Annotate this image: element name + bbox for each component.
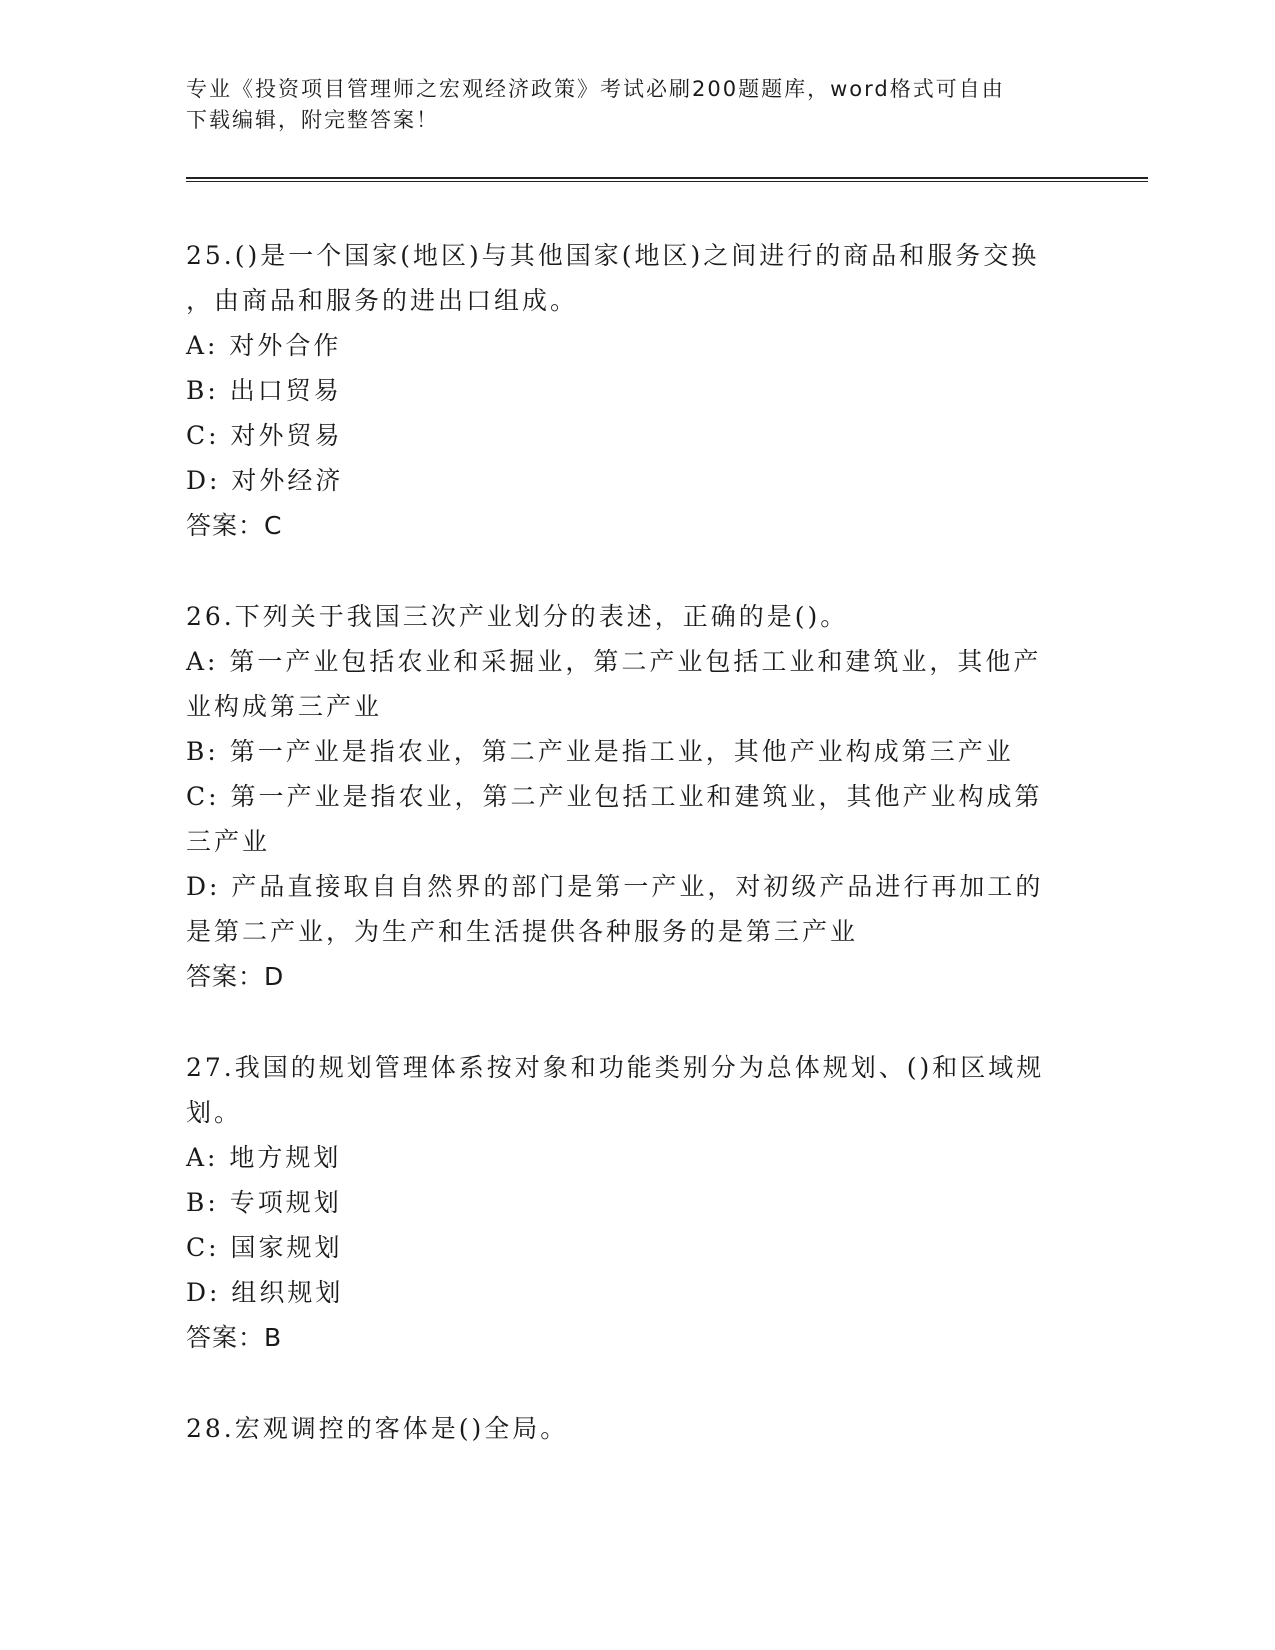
spacer xyxy=(186,1360,1066,1406)
option-d: D: 组织规划 xyxy=(186,1278,344,1307)
header-line-2: 下载编辑，附完整答案！ xyxy=(186,108,439,132)
option-d: D: 产品直接取自自然界的部门是第一产业，对初级产品进行再加工的 xyxy=(186,872,1044,901)
option-c: C: 国家规划 xyxy=(186,1233,343,1262)
question-stem: 25.()是一个国家(地区)与其他国家(地区)之间进行的商品和服务交换 xyxy=(186,241,1040,270)
option-c: C: 对外贸易 xyxy=(186,421,343,450)
question-26 xyxy=(186,594,1066,999)
option-a: A: 地方规划 xyxy=(186,1143,342,1172)
option-c-cont: 三产业 xyxy=(186,827,271,856)
option-c: C: 第一产业是指农业，第二产业包括工业和建筑业，其他产业构成第 xyxy=(186,782,1043,811)
question-28 xyxy=(186,1406,1066,1451)
question-25 xyxy=(186,233,1066,548)
question-stem: 26.下列关于我国三次产业划分的表述，正确的是()。 xyxy=(186,602,849,631)
question-stem-cont: 划。 xyxy=(186,1098,243,1127)
option-a: A: 对外合作 xyxy=(186,331,342,360)
answer: 答案：B xyxy=(186,1323,283,1352)
question-27 xyxy=(186,1045,1066,1360)
answer: 答案：C xyxy=(186,511,283,540)
question-stem: 27.我国的规划管理体系按对象和功能类别分为总体规划、()和区域规 xyxy=(186,1053,1045,1082)
question-stem-cont: ，由商品和服务的进出口组成。 xyxy=(186,286,579,315)
header-divider xyxy=(186,177,1148,182)
option-d-cont: 是第二产业，为生产和生活提供各种服务的是第三产业 xyxy=(186,917,859,946)
option-b: B: 出口贸易 xyxy=(186,376,342,405)
spacer xyxy=(186,548,1066,594)
document-header xyxy=(186,74,1066,136)
option-b: B: 专项规划 xyxy=(186,1188,342,1217)
option-a-cont: 业构成第三产业 xyxy=(186,692,383,721)
option-a: A: 第一产业包括农业和采掘业，第二产业包括工业和建筑业，其他产 xyxy=(186,647,1042,676)
question-list xyxy=(186,233,1066,1451)
header-line-1: 专业《投资项目管理师之宏观经济政策》考试必刷200题题库，word格式可自由 xyxy=(186,77,1005,101)
spacer xyxy=(186,999,1066,1045)
option-d: D: 对外经济 xyxy=(186,466,344,495)
question-stem: 28.宏观调控的客体是()全局。 xyxy=(186,1414,569,1443)
answer: 答案：D xyxy=(186,962,285,991)
option-b: B: 第一产业是指农业，第二产业是指工业，其他产业构成第三产业 xyxy=(186,737,1014,766)
